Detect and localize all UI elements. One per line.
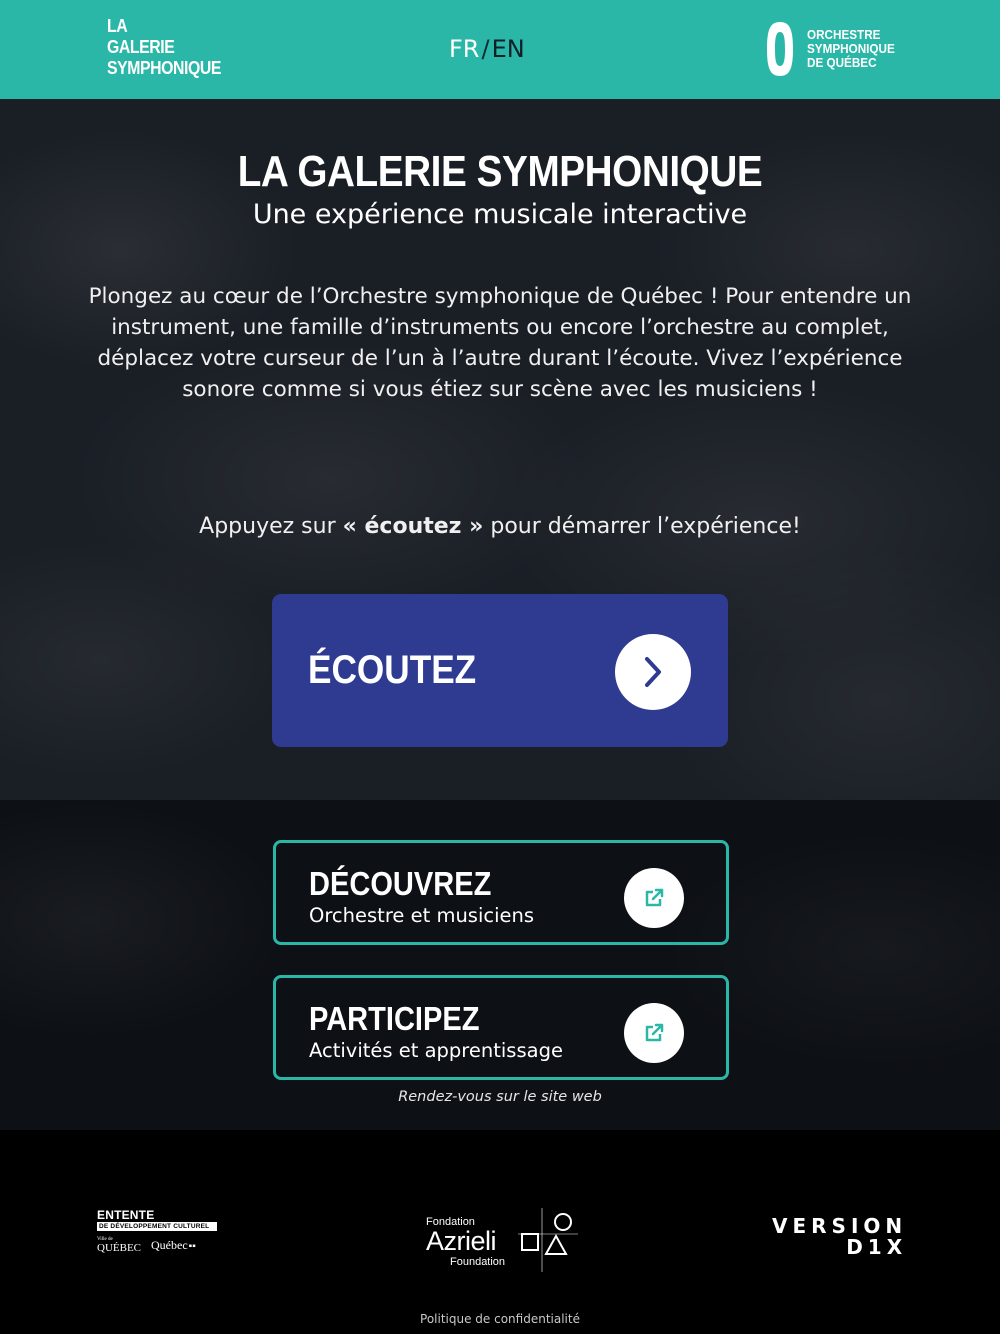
azrieli-foundation-logo [410, 1204, 580, 1274]
lang-en-link[interactable]: EN [491, 35, 525, 63]
intro-paragraph: Plongez au cœur de l’Orchestre symphonique de Québec ! Pour entendre un instrument, une famille d’instruments ou encore l’orchestre au complet, déplacez votre curseur de l’un à l’autre durant l’écoute. Vivez l’expérience sonore comme si vous étiez sur scène avec les musiciens ! [88, 284, 912, 402]
osq-logo-text [807, 28, 895, 70]
version-dix-logo [772, 1216, 907, 1258]
logo-line-2: GALERIE [107, 37, 175, 57]
azrieli-bottom: Foundation [450, 1256, 506, 1268]
lang-separator: / [481, 35, 490, 63]
language-switcher [449, 35, 525, 63]
osq-line-2: SYMPHONIQUE [807, 41, 895, 56]
osq-line-1: ORCHESTRE [807, 27, 881, 42]
fleur-de-lis-flag-icon: ▪▪ [188, 1241, 196, 1252]
entente-bar: DE DÉVELOPPEMENT CULTUREL [97, 1222, 217, 1231]
footer [0, 1130, 1000, 1334]
osq-line-3: DE QUÉBEC [807, 55, 877, 70]
page-title: LA GALERIE SYMPHONIQUE [237, 147, 763, 196]
azrieli-name: Azrieli [426, 1226, 497, 1256]
ville-small: Ville de [97, 1237, 113, 1242]
entente-partner-logos [97, 1237, 217, 1253]
quebec-government-logo [151, 1238, 196, 1253]
external-link-icon [624, 868, 684, 928]
logo-line-3: SYMPHONIQUE [107, 58, 221, 78]
ville-de-quebec-logo [97, 1237, 141, 1253]
azrieli-top: Fondation [426, 1216, 475, 1228]
participate-title: PARTICIPEZ [309, 1000, 480, 1037]
discover-subtitle: Orchestre et musiciens [309, 904, 535, 927]
top-header [0, 0, 1000, 99]
quebec-name: Québec [151, 1238, 188, 1252]
discover-title: DÉCOUVREZ [309, 865, 492, 902]
entente-title: ENTENTE [97, 1208, 155, 1222]
galerie-symphonique-logo[interactable] [107, 16, 221, 79]
links-section [0, 800, 1000, 1130]
ville-name: QUÉBEC [97, 1242, 141, 1254]
chevron-right-icon [615, 634, 691, 710]
listen-button-circle [615, 634, 691, 710]
version-line-2: D1X [846, 1235, 908, 1259]
discover-icon-circle [624, 868, 684, 928]
start-prompt [0, 514, 1000, 539]
page-subtitle: Une expérience musicale interactive [252, 199, 748, 230]
lang-fr-link[interactable]: FR [449, 35, 480, 63]
privacy-policy-link[interactable]: Politique de confidentialité [420, 1312, 580, 1326]
participate-subtitle: Activités et apprentissage [309, 1039, 563, 1062]
external-link-icon [624, 1003, 684, 1063]
participate-icon-circle [624, 1003, 684, 1063]
website-note: Rendez-vous sur le site web [398, 1089, 602, 1105]
hero-section [0, 99, 1000, 800]
discover-card[interactable] [273, 840, 729, 945]
participate-card[interactable] [273, 975, 729, 1080]
prompt-text-before: Appuyez sur [199, 514, 343, 539]
azrieli-shapes-icon [518, 1208, 578, 1272]
osq-logo-mark-icon [765, 20, 795, 78]
prompt-text-after: pour démarrer l’expérience! [483, 514, 801, 539]
prompt-text-bold: « écoutez » [342, 514, 484, 539]
entente-logo [97, 1209, 217, 1253]
logo-line-1: LA [107, 16, 128, 36]
version-line-1: VERSION [772, 1214, 908, 1238]
listen-button[interactable] [272, 594, 728, 747]
listen-button-label: ÉCOUTEZ [308, 648, 477, 692]
